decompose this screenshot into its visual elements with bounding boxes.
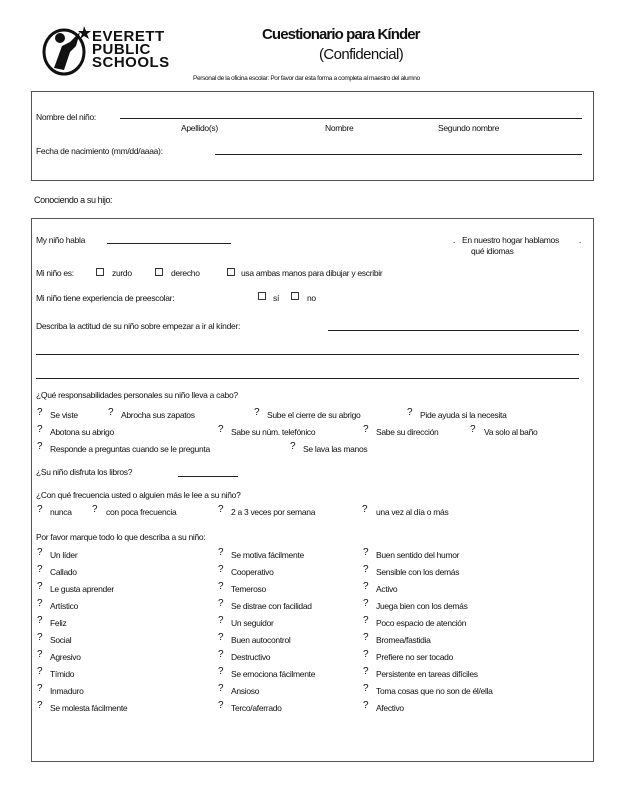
handed-label: Mi niño es: (36, 268, 74, 278)
resp-checkbox[interactable]: ? (290, 441, 296, 452)
resp-label: ¿Qué responsabilidades personales su niño lleva a cabo? (36, 390, 238, 400)
trait-option: Tímido (50, 669, 75, 679)
preschool-no-checkbox[interactable] (291, 292, 299, 300)
resp-option: Responde a preguntas cuando se le pregunta (50, 444, 210, 454)
trait-option: Feliz (50, 618, 67, 628)
reads-label: ¿Con qué frecuencia usted o alguien más le lee a su niño? (36, 490, 241, 500)
trait-checkbox[interactable]: ? (363, 683, 369, 694)
dob-line[interactable] (215, 154, 582, 155)
trait-checkbox[interactable]: ? (37, 700, 43, 711)
child-name-label: Nombre del niño: (36, 112, 96, 122)
preschool-yes-option: sí (273, 293, 280, 303)
resp-option: Va solo al baño (484, 427, 538, 437)
trait-checkbox[interactable]: ? (218, 564, 224, 575)
middle-name-caption: Segundo nombre (438, 123, 500, 133)
trait-option: Ansioso (231, 686, 260, 696)
trait-option: Un líder (50, 550, 78, 560)
reads-option: 2 a 3 veces por semana (231, 507, 316, 517)
resp-option: Sabe su núm. telefónico (231, 427, 316, 437)
trait-option: Toma cosas que no son de él/ella (376, 686, 493, 696)
trait-checkbox[interactable]: ? (218, 632, 224, 643)
trait-option: Buen sentido del humor (376, 550, 460, 560)
trait-checkbox[interactable]: ? (37, 666, 43, 677)
trait-checkbox[interactable]: ? (218, 649, 224, 660)
resp-checkbox[interactable]: ? (254, 407, 260, 418)
trait-option: Se distrae con facilidad (231, 601, 312, 611)
trait-option: Prefiere no ser tocado (376, 652, 454, 662)
right-handed-checkbox[interactable] (155, 268, 163, 276)
reads-option: nunca (50, 507, 72, 517)
district-logo (40, 22, 172, 80)
trait-checkbox[interactable]: ? (363, 666, 369, 677)
trait-checkbox[interactable]: ? (363, 564, 369, 575)
resp-checkbox[interactable]: ? (37, 407, 43, 418)
reads-option: con poca frecuencia (106, 507, 177, 517)
trait-option: Activo (376, 584, 398, 594)
trait-checkbox[interactable]: ? (363, 649, 369, 660)
first-name-caption: Nombre (325, 123, 354, 133)
trait-option: Sensible con los demás (376, 567, 460, 577)
trait-option: Bromea/fastidia (376, 635, 431, 645)
traits-label: Por favor marque todo lo que describa a su niño: (36, 532, 206, 542)
knowing-label: Conociendo a su hijo: (34, 195, 113, 205)
resp-checkbox[interactable]: ? (37, 424, 43, 435)
left-handed-option: zurdo (112, 268, 132, 278)
trait-checkbox[interactable]: ? (37, 683, 43, 694)
resp-checkbox[interactable]: ? (108, 407, 114, 418)
preschool-label: Mi niño tiene experiencia de preescolar: (36, 293, 175, 303)
child-name-line[interactable] (120, 118, 582, 119)
logo-line-1: EVERETT (92, 28, 165, 45)
trait-option: Artístico (50, 601, 79, 611)
trait-option: Buen autocontrol (231, 635, 291, 645)
logo-line-3: SCHOOLS (92, 54, 170, 71)
resp-option: Se viste (50, 410, 78, 420)
attitude-label: Describa la actitud de su niño sobre empezar a ir al kínder: (36, 321, 241, 331)
preschool-yes-checkbox[interactable] (258, 292, 266, 300)
last-name-caption: Apellido(s) (181, 123, 218, 133)
trait-option: Persistente en tareas difíciles (376, 669, 478, 679)
books-line[interactable] (178, 476, 238, 477)
resp-option: Sube el cierre de su abrigo (267, 410, 361, 420)
right-handed-option: derecho (171, 268, 200, 278)
resp-option: Se lava las manos (303, 444, 368, 454)
attitude-line-3[interactable] (36, 378, 579, 379)
resp-checkbox[interactable]: ? (407, 407, 413, 418)
home-lang-dot-2: . (579, 235, 582, 245)
child-info-box (31, 91, 594, 181)
trait-checkbox[interactable]: ? (218, 598, 224, 609)
trait-option: Inmaduro (50, 686, 84, 696)
speaks-label: My niño habla (36, 235, 86, 245)
reads-option: una vez al día o más (376, 507, 449, 517)
reads-checkbox[interactable]: ? (218, 504, 224, 515)
attitude-line-2[interactable] (36, 354, 579, 355)
trait-option: Terco/aferrado (231, 703, 282, 713)
attitude-line-1[interactable] (328, 330, 579, 331)
trait-checkbox[interactable]: ? (363, 547, 369, 558)
resp-checkbox[interactable]: ? (470, 424, 476, 435)
office-instruction: Personal de la oficina escolar: Por favor dar esta forma a completa al maestro del alumno (193, 75, 420, 82)
left-handed-checkbox[interactable] (96, 268, 104, 276)
reads-checkbox[interactable]: ? (37, 504, 43, 515)
trait-option: Juega bien con los demás (376, 601, 468, 611)
trait-option: Agresivo (50, 652, 81, 662)
home-lang-label-1: En nuestro hogar hablamos (462, 235, 559, 245)
trait-option: Social (50, 635, 72, 645)
both-hands-option: usa ambas manos para dibujar y escribir (241, 268, 383, 278)
form-title: Cuestionario para Kínder (262, 26, 420, 43)
trait-checkbox[interactable]: ? (218, 683, 224, 694)
resp-option: Abotona su abrigo (50, 427, 114, 437)
resp-checkbox[interactable]: ? (218, 424, 224, 435)
preschool-no-option: no (307, 293, 316, 303)
resp-checkbox[interactable]: ? (363, 424, 369, 435)
trait-checkbox[interactable]: ? (363, 700, 369, 711)
resp-option: Abrocha sus zapatos (121, 410, 195, 420)
trait-option: Se motiva fácilmente (231, 550, 304, 560)
trait-option: Destructivo (231, 652, 271, 662)
trait-checkbox[interactable]: ? (363, 615, 369, 626)
trait-checkbox[interactable]: ? (37, 649, 43, 660)
trait-checkbox[interactable]: ? (218, 615, 224, 626)
trait-option: Un seguidor (231, 618, 274, 628)
trait-checkbox[interactable]: ? (363, 598, 369, 609)
trait-checkbox[interactable]: ? (363, 581, 369, 592)
reads-checkbox[interactable]: ? (362, 504, 368, 515)
trait-checkbox[interactable]: ? (218, 700, 224, 711)
trait-checkbox[interactable]: ? (37, 598, 43, 609)
form-subtitle: (Confidencial) (319, 46, 404, 63)
trait-option: Se emociona fácilmente (231, 669, 316, 679)
trait-option: Temeroso (231, 584, 266, 594)
trait-option: Se molesta fácilmente (50, 703, 128, 713)
trait-option: Le gusta aprender (50, 584, 114, 594)
both-hands-checkbox[interactable] (227, 268, 235, 276)
home-lang-label-2: qué idiomas (471, 246, 514, 256)
home-lang-dot-1: . (453, 235, 456, 245)
resp-option: Sabe su dirección (376, 427, 439, 437)
trait-checkbox[interactable]: ? (37, 547, 43, 558)
trait-checkbox[interactable]: ? (37, 632, 43, 643)
reads-checkbox[interactable]: ? (92, 504, 98, 515)
trait-option: Callado (50, 567, 77, 577)
trait-option: Cooperativo (231, 567, 274, 577)
trait-checkbox[interactable]: ? (37, 564, 43, 575)
speaks-line[interactable] (107, 243, 231, 244)
trait-option: Poco espacio de atención (376, 618, 467, 628)
resp-option: Pide ayuda si la necesita (420, 410, 507, 420)
trait-option: Afectivo (376, 703, 404, 713)
trait-checkbox[interactable]: ? (37, 581, 43, 592)
trait-checkbox[interactable]: ? (218, 547, 224, 558)
trait-checkbox[interactable]: ? (37, 615, 43, 626)
dob-label: Fecha de nacimiento (mm/dd/aaaa): (36, 146, 163, 156)
trait-checkbox[interactable]: ? (218, 581, 224, 592)
trait-checkbox[interactable]: ? (218, 666, 224, 677)
trait-checkbox[interactable]: ? (363, 632, 369, 643)
logo-line-2: PUBLIC (92, 41, 151, 58)
resp-checkbox[interactable]: ? (37, 441, 43, 452)
books-label: ¿Su niño disfruta los libros? (36, 467, 133, 477)
logo-figure-icon (40, 22, 92, 80)
